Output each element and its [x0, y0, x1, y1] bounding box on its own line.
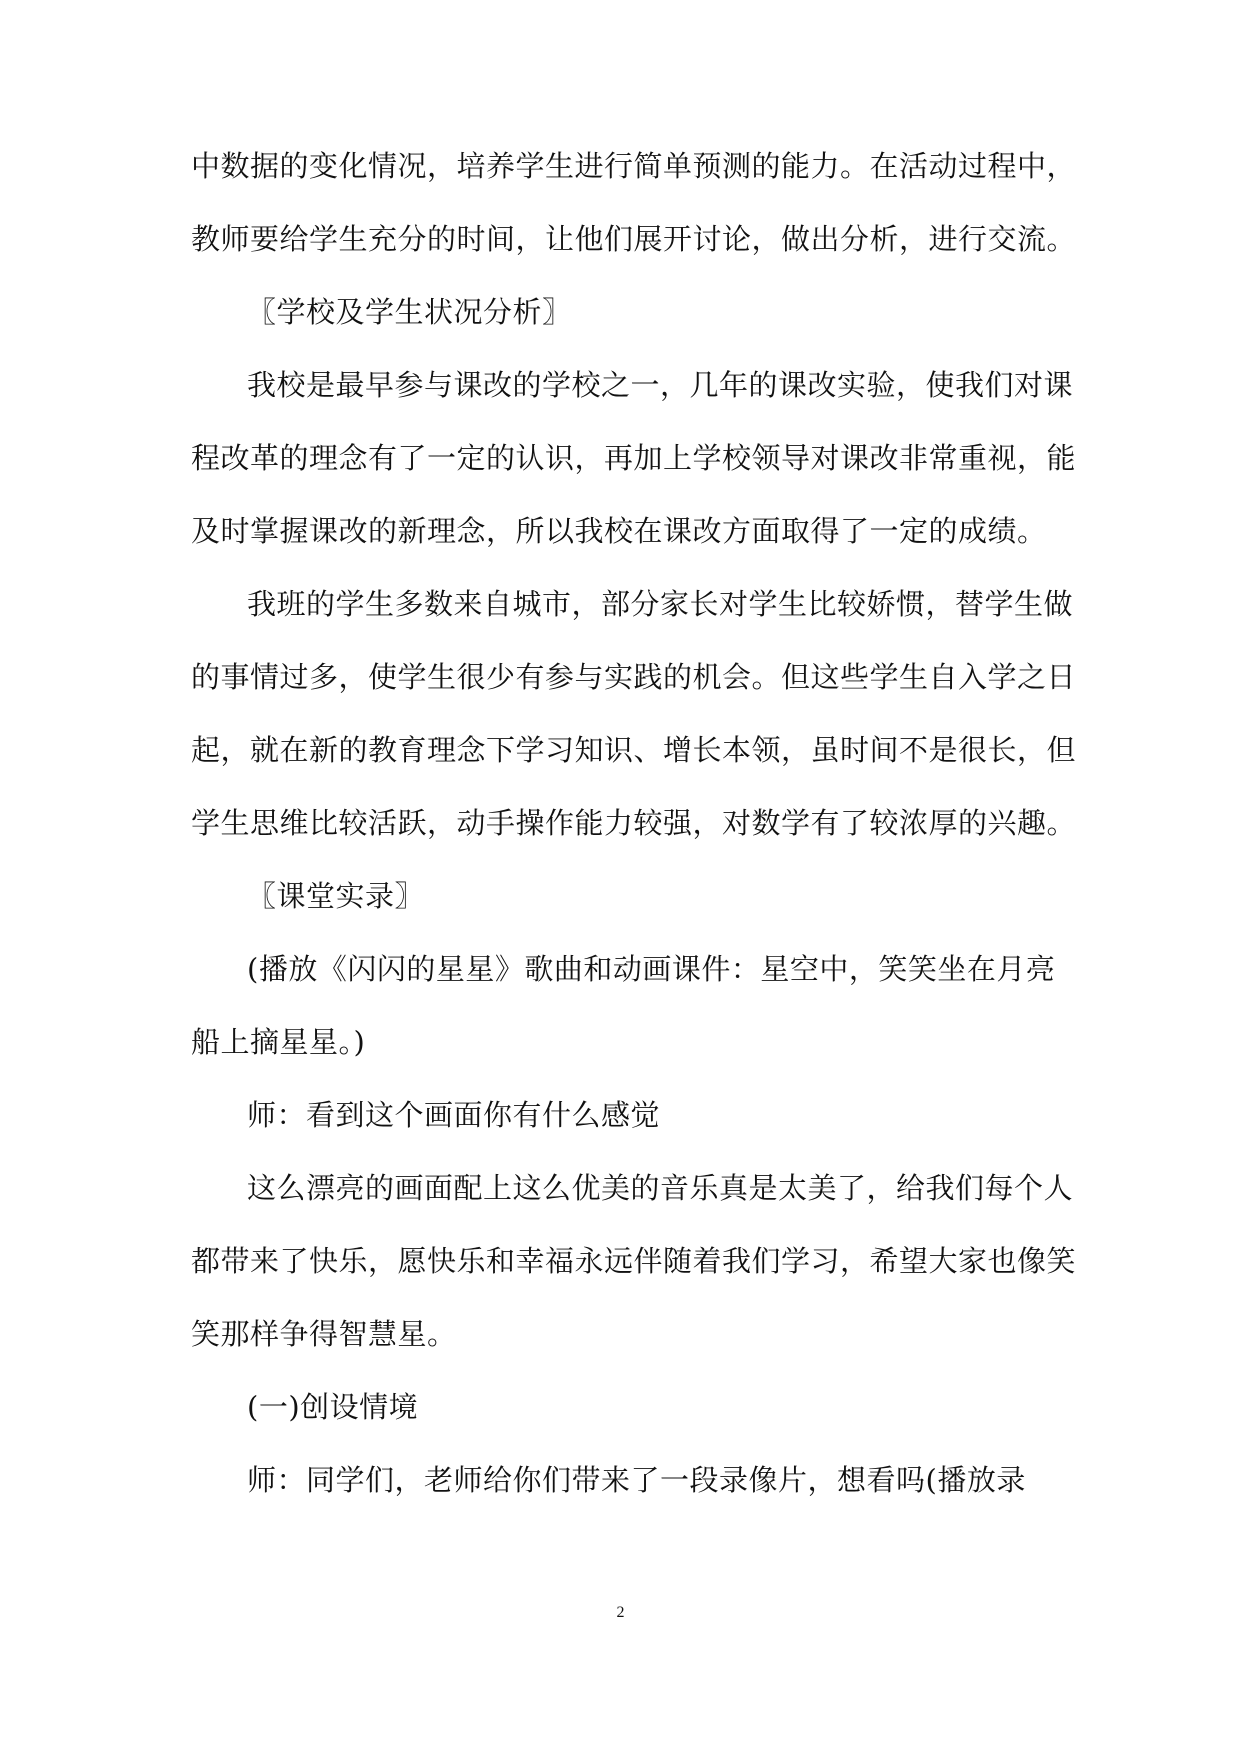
- text-line: 我校是最早参与课改的学校之一，几年的课改实验，使我们对课: [247, 368, 1074, 402]
- text-line: 中数据的变化情况，培养学生进行简单预测的能力。在活动过程中，: [191, 149, 1077, 183]
- text-line: (播放《闪闪的星星》歌曲和动画课件：星空中，笑笑坐在月亮: [247, 952, 1056, 986]
- section-heading: (一)创设情境: [247, 1390, 419, 1424]
- text-line: 起，就在新的教育理念下学习知识、增长本领，虽时间不是很长，但: [191, 733, 1077, 767]
- section-heading: 〖学校及学生状况分析〗: [247, 295, 572, 329]
- text-line: 都带来了快乐，愿快乐和幸福永远伴随着我们学习，希望大家也像笑: [191, 1244, 1077, 1278]
- text-line: 笑那样争得智慧星。: [191, 1317, 457, 1351]
- text-line: 的事情过多，使学生很少有参与实践的机会。但这些学生自入学之日: [191, 660, 1077, 694]
- page-number: 2: [616, 1604, 625, 1621]
- text-line: 学生思维比较活跃，动手操作能力较强，对数学有了较浓厚的兴趣。: [191, 806, 1077, 840]
- text-line: 师：同学们，老师给你们带来了一段录像片，想看吗(播放录: [247, 1463, 1026, 1497]
- text-line: 这么漂亮的画面配上这么优美的音乐真是太美了，给我们每个人: [247, 1171, 1074, 1205]
- section-heading: 〖课堂实录〗: [247, 879, 425, 913]
- text-line: 我班的学生多数来自城市，部分家长对学生比较娇惯，替学生做: [247, 587, 1074, 621]
- text-line: 师：看到这个画面你有什么感觉: [247, 1098, 661, 1132]
- text-line: 船上摘星星。): [191, 1025, 366, 1059]
- text-line: 程改革的理念有了一定的认识，再加上学校领导对课改非常重视，能: [191, 441, 1077, 475]
- text-line: 及时掌握课改的新理念，所以我校在课改方面取得了一定的成绩。: [191, 514, 1047, 548]
- text-line: 教师要给学生充分的时间，让他们展开讨论，做出分析，进行交流。: [191, 222, 1077, 256]
